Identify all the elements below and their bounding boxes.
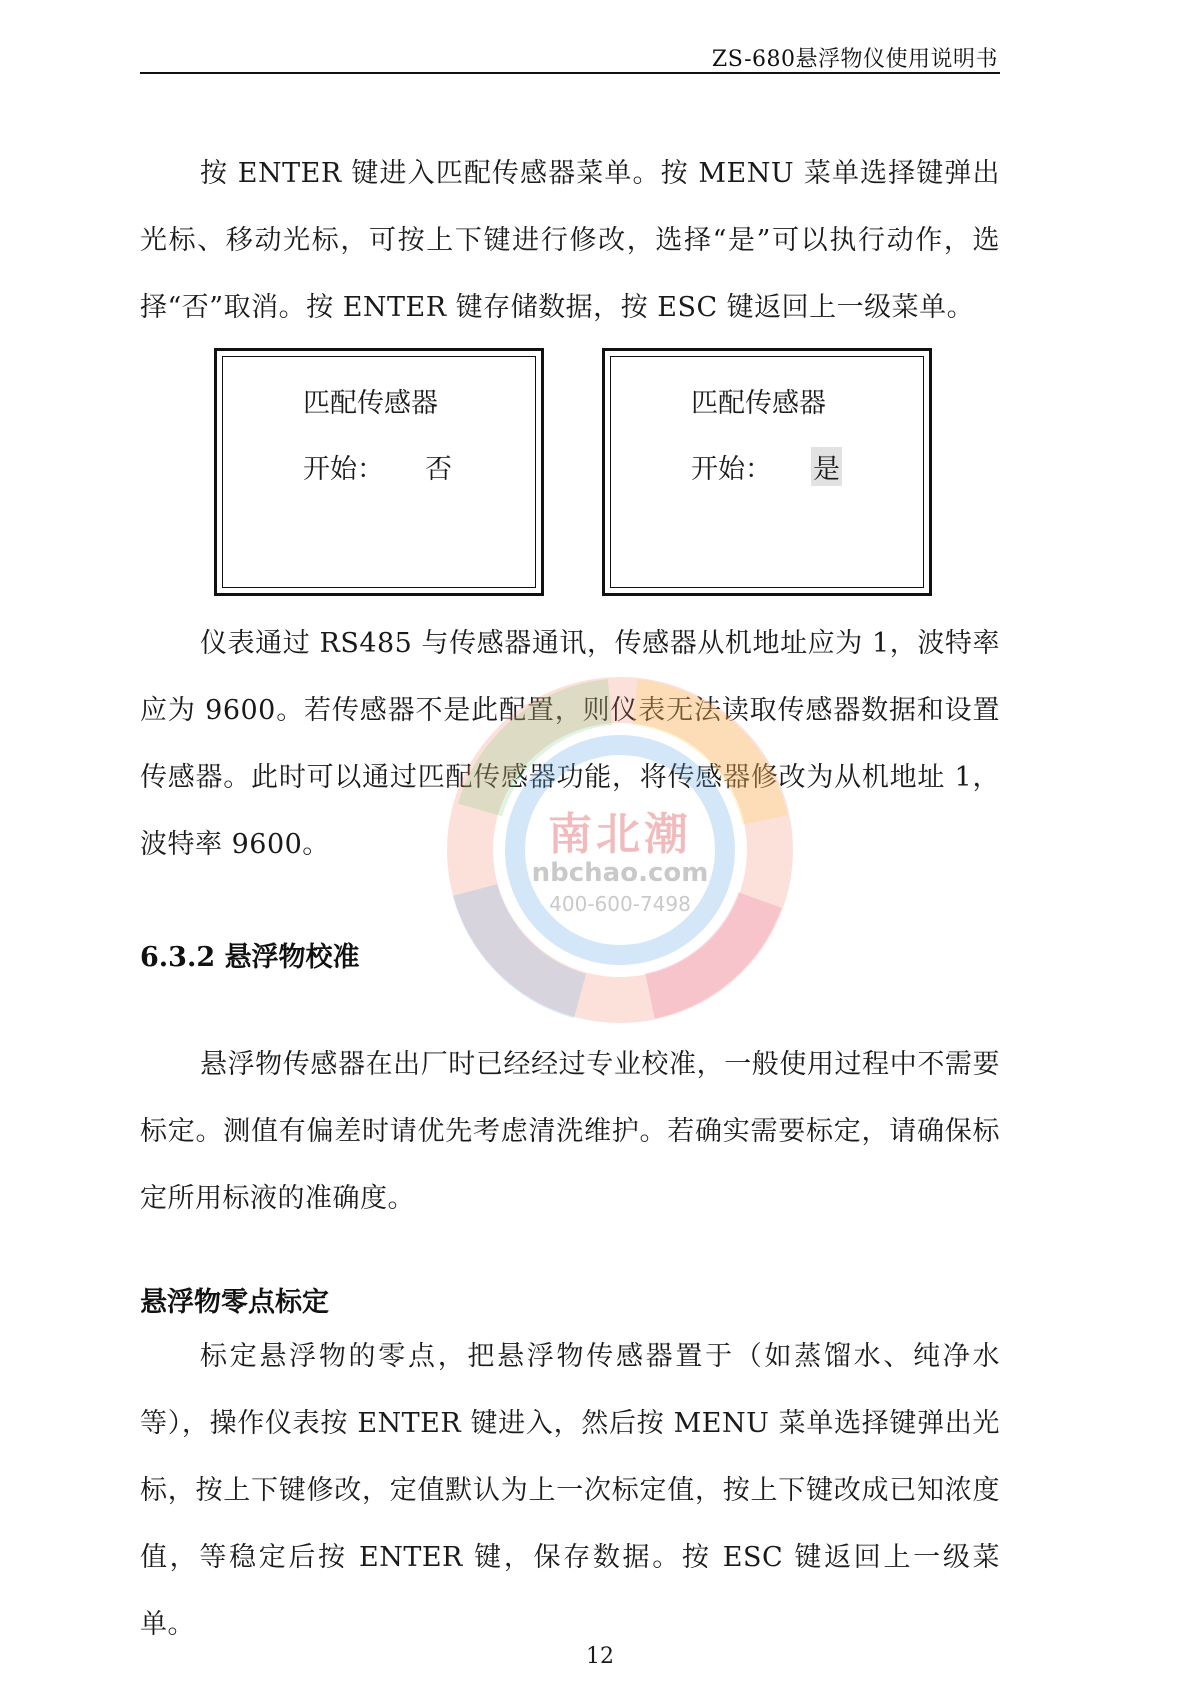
lcd-title: 匹配传感器 [303,388,438,419]
paragraph-zero-calibration: 标定悬浮物的零点，把悬浮物传感器置于（如蒸馏水、纯净水等），操作仪表按 ENTER 键进入，然后按 MENU 菜单选择键弹出光标，按上下键修改，定值默认为上一次标定值，按上下键改成已知浓度值，等稳定后按 ENTER 键，保存数据。按 ESC 键返回上一级菜单。 [140,1341,1000,1640]
lcd-title: 匹配传感器 [691,388,826,419]
paragraph-rs485: 仪表通过 RS485 与传感器通讯，传感器从机地址应为 1，波特率应为 9600。若传感器不是此配置，则仪表无法读取传感器数据和设置传感器。此时可以通过匹配传感器功能，将传感器修改为从机地址 1，波特率 9600。 [140,628,1000,860]
lcd-start-label: 开始： [303,454,384,485]
watermark-site: nbchao.com [531,858,709,888]
lcd-start-label: 开始： [691,454,772,485]
page-number: 12 [586,1644,614,1669]
paragraph-calibration-intro: 悬浮物传感器在出厂时已经经过专业校准，一般使用过程中不需要标定。测值有偏差时请优先考虑清洗维护。若确实需要标定，请确保标定所用标液的准确度。 [140,1049,1000,1214]
paragraph-enter-menu: 按 ENTER 键进入匹配传感器菜单。按 MENU 菜单选择键弹出光标、移动光标，可按上下键进行修改，选择“是”可以执行动作，选择“否”取消。按 ENTER 键存储数据，按 ESC 键返回上一级菜单。 [140,158,1000,323]
section-heading: 6.3.2 悬浮物校准 [140,942,360,973]
watermark-name: 南北潮 [548,809,692,860]
document-header-title: ZS-680悬浮物仪使用说明书 [711,47,998,72]
header-rule [140,72,1000,74]
lcd-start-value-selected: 是 [811,447,842,486]
lcd-start-value: 否 [425,454,452,485]
lcd-screen-no [214,348,544,596]
watermark-phone: 400-600-7498 [549,892,691,916]
lcd-screen-yes [602,348,932,596]
subsection-heading: 悬浮物零点标定 [140,1287,329,1318]
